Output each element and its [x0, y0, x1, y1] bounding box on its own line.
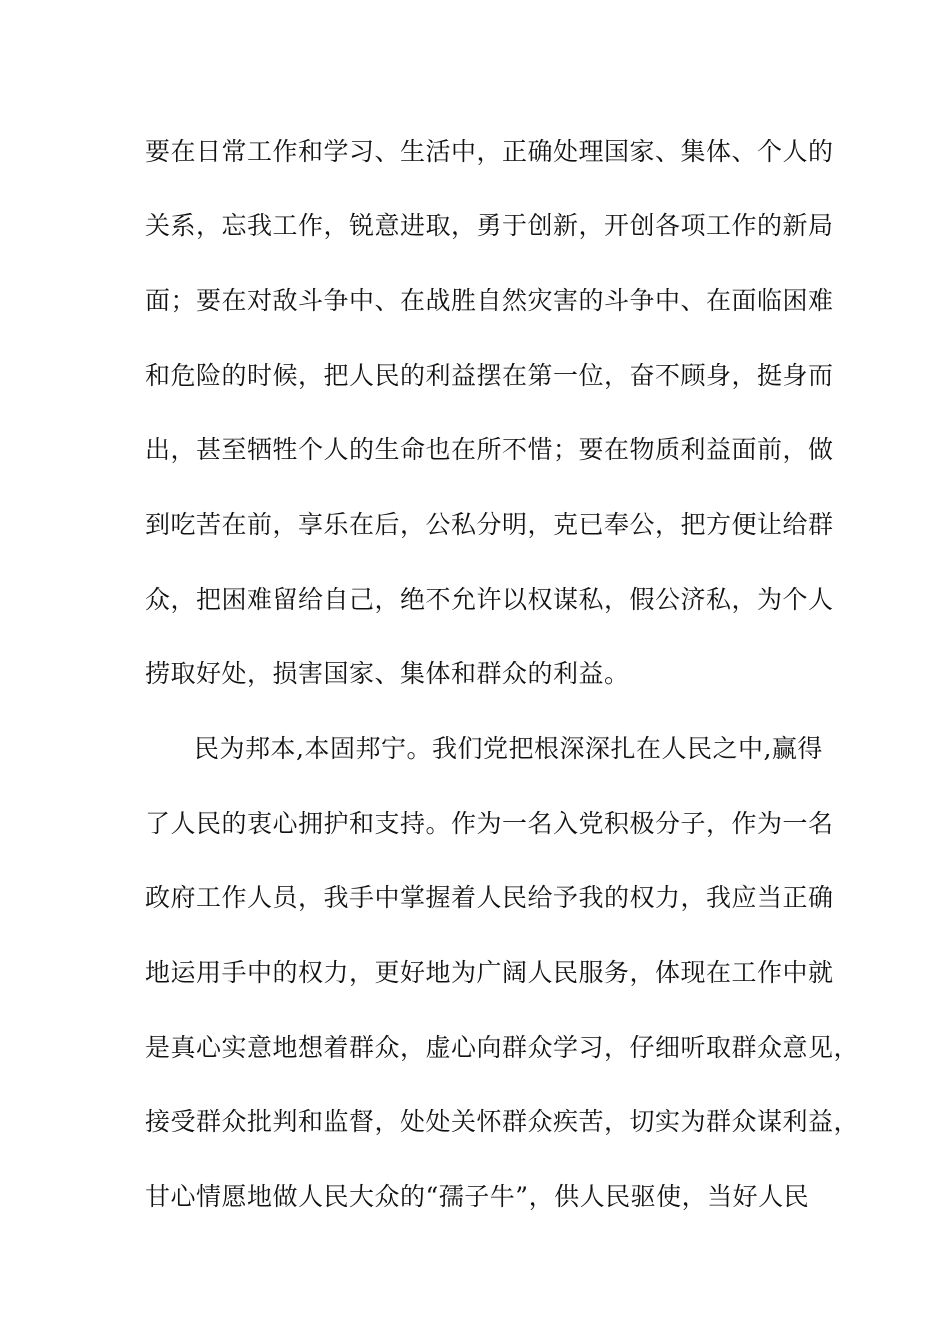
paragraph-line: 到吃苦在前，享乐在后，公私分明，克已奉公，把方便让给群 — [145, 510, 834, 539]
paragraph-line: 甘心情愿地做人民大众的“孺子牛”，供人民驱使，当好人民 — [145, 1182, 810, 1211]
paragraph-first-line: 民为邦本,本固邦宁。我们党把根深深扎在人民之中,赢得 — [194, 734, 823, 763]
paragraph-line: 和危险的时候，把人民的利益摆在第一位，奋不顾身，挺身而 — [145, 361, 834, 390]
paragraph-line: 出，甚至牺牲个人的生命也在所不惜；要在物质利益面前，做 — [145, 435, 834, 464]
paragraph-line: 是真心实意地想着群众，虚心向群众学习，仔细听取群众意见， — [145, 1033, 860, 1062]
paragraph-line: 关系，忘我工作，锐意进取，勇于创新，开创各项工作的新局 — [145, 211, 834, 240]
paragraph-line: 接受群众批判和监督，处处关怀群众疾苦，切实为群众谋利益， — [145, 1107, 860, 1136]
paragraph-line: 了人民的衷心拥护和支持。作为一名入党积极分子，作为一名 — [145, 809, 834, 838]
paragraph-line: 面；要在对敌斗争中、在战胜自然灾害的斗争中、在面临困难 — [145, 286, 834, 315]
paragraph-line: 捞取好处，损害国家、集体和群众的利益。 — [145, 659, 630, 688]
paragraph-line: 地运用手中的权力，更好地为广阔人民服务，体现在工作中就 — [145, 958, 834, 987]
paragraph-line: 众，把困难留给自己，绝不允许以权谋私，假公济私，为个人 — [145, 585, 834, 614]
paragraph-line: 要在日常工作和学习、生活中，正确处理国家、集体、个人的 — [145, 137, 834, 166]
paragraph-line: 政府工作人员，我手中掌握着人民给予我的权力，我应当正确 — [145, 883, 834, 912]
